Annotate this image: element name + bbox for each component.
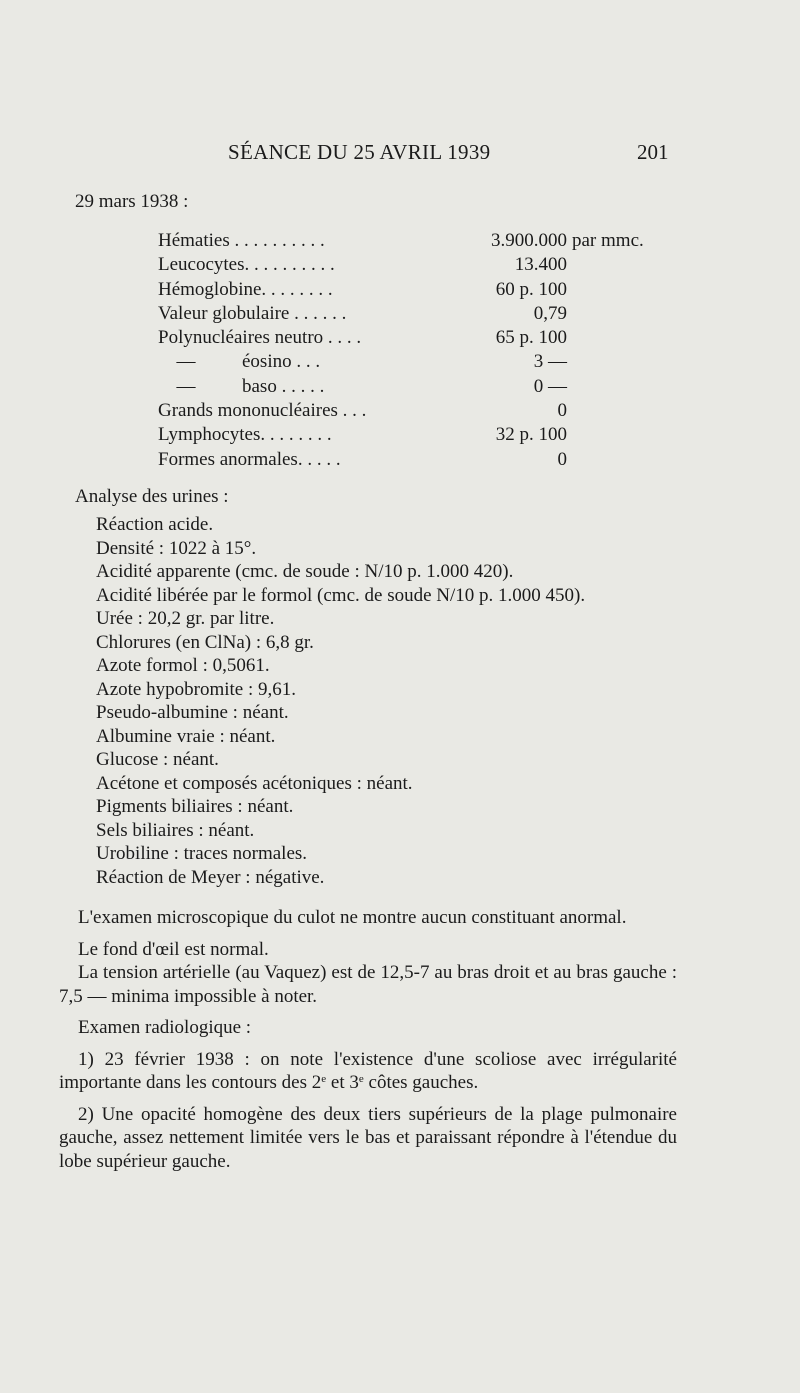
- paragraph-radiology-1: [59, 1048, 677, 1095]
- blood-count-table: [0, 230, 800, 473]
- paragraph-fundus: Le fond d'œil est normal.: [78, 938, 269, 960]
- row-label: Formes anormales. . . . .: [158, 448, 341, 470]
- ditto-dash: —: [176, 375, 196, 397]
- list-item: Pigments biliaires : néant.: [96, 796, 294, 817]
- list-item: Albumine vraie : néant.: [96, 725, 276, 747]
- list-item: Acidité libérée par le formol (cmc. de soude N/10 p. 1.000 450).: [96, 584, 586, 606]
- row-value: 60 p. 100: [495, 278, 567, 300]
- list-item: Acidité apparente (cmc. de soude : N/10 p. 1.000 420).: [96, 561, 514, 582]
- row-value: 0 —: [533, 375, 567, 397]
- list-item: Réaction de Meyer : négative.: [96, 866, 325, 888]
- row-value: 0: [557, 448, 567, 470]
- row-value: 13.400: [514, 254, 567, 276]
- text-run: côtes gauches.: [363, 1072, 479, 1093]
- row-value: 0,79: [533, 302, 567, 324]
- table-row: [0, 254, 800, 278]
- table-row: [0, 279, 800, 303]
- row-label: éosino . . .: [242, 351, 321, 373]
- page-number: 201: [637, 140, 669, 164]
- list-item: Azote formol : 0,5061.: [96, 655, 270, 676]
- table-row: [0, 449, 800, 473]
- list-item: Glucose : néant.: [96, 749, 219, 770]
- row-label: Lymphocytes. . . . . . . .: [158, 424, 332, 446]
- row-value: 3 —: [533, 351, 567, 373]
- list-item: Chlorures (en ClNa) : 6,8 gr.: [96, 631, 314, 653]
- list-item: Sels biliaires : néant.: [96, 819, 255, 841]
- list-item: Urobiline : traces normales.: [96, 843, 308, 864]
- text-run: et 3: [326, 1072, 359, 1093]
- row-label: Valeur globulaire . . . . . .: [158, 302, 347, 324]
- table-row: [0, 327, 800, 351]
- paragraph-radiology-2: 2) Une opacité homogène des deux tiers supérieurs de la plage pulmonaire gauche, assez nettement limitée vers le bas et paraissant répondre à l'étendue du lobe supérieur gauche.: [59, 1103, 677, 1172]
- body-text: [59, 906, 677, 1173]
- list-item: Pseudo-albumine : néant.: [96, 702, 289, 723]
- row-value: 3.900.000: [491, 230, 567, 251]
- table-row: [0, 303, 800, 327]
- text-run: 1) 23 février 1938 : on note l'existence d'une scoliose avec irrégularité importante dans les contours des 2: [59, 1048, 677, 1093]
- row-label: Hématies . . . . . . . . . .: [158, 230, 325, 251]
- running-title: SÉANCE DU 25 AVRIL 1939: [228, 140, 491, 164]
- list-item: Azote hypobromite : 9,61.: [96, 678, 296, 700]
- urine-analysis-list: [96, 514, 585, 890]
- list-item: Acétone et composés acétoniques : néant.: [96, 772, 413, 794]
- row-label: Leucocytes. . . . . . . . . .: [158, 254, 335, 276]
- row-value: 0: [557, 400, 567, 422]
- row-label: Hémoglobine. . . . . . . .: [158, 278, 333, 300]
- urine-analysis-heading: Analyse des urines :: [75, 486, 229, 507]
- row-label: Polynucléaires neutro . . . .: [158, 327, 362, 349]
- row-sublabel: [158, 376, 324, 398]
- row-label: baso . . . . .: [242, 375, 325, 397]
- table-row: [0, 424, 800, 448]
- row-value: 32 p. 100: [495, 424, 567, 446]
- table-row: [0, 230, 800, 254]
- table-row: [0, 400, 800, 424]
- superscript: e: [358, 1073, 364, 1085]
- page-header: [0, 140, 800, 172]
- row-label: Grands mononucléaires . . .: [158, 400, 367, 422]
- table-row: [0, 351, 800, 375]
- row-value: 65 p. 100: [495, 327, 567, 349]
- row-sublabel: [158, 351, 320, 373]
- list-item: Urée : 20,2 gr. par litre.: [96, 608, 275, 629]
- list-item: Réaction acide.: [96, 514, 214, 535]
- paragraph-radiology-heading: Examen radiologique :: [78, 1017, 252, 1038]
- row-unit: par mmc.: [572, 230, 644, 251]
- paragraph-microscopic: L'examen microscopique du culot ne montre aucun constituant anormal.: [78, 907, 627, 928]
- list-item: Densité : 1022 à 15°.: [96, 537, 257, 559]
- ditto-dash: —: [176, 351, 196, 373]
- paragraph-blood-pressure: La tension artérielle (au Vaquez) est de 12,5-7 au bras droit et au bras gauche : 7,5 — minima impossible à noter.: [59, 962, 677, 1007]
- date-line: 29 mars 1938 :: [75, 191, 189, 212]
- superscript: e: [321, 1073, 327, 1085]
- table-row: [0, 376, 800, 400]
